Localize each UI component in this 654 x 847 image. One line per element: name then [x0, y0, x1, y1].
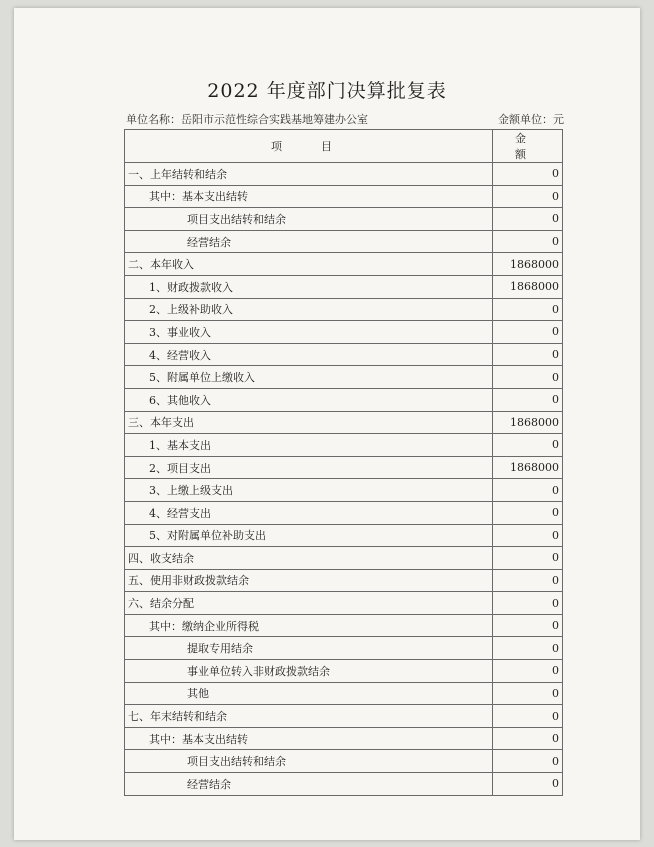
row-label: 6、其他收入: [125, 388, 493, 411]
row-amount: 1868000: [493, 411, 563, 434]
row-amount: 0: [493, 705, 563, 728]
unit-name: 单位名称：岳阳市示范性综合实践基地筹建办公室: [126, 113, 368, 126]
table-row: [125, 275, 563, 298]
row-amount: 0: [493, 592, 563, 615]
document-title: 2022 年度部门决算批复表: [207, 80, 447, 102]
row-label: 2、上级补助收入: [125, 298, 493, 321]
row-amount: 0: [493, 614, 563, 637]
table-row: [125, 343, 563, 366]
row-label: 1、财政拨款收入: [125, 275, 493, 298]
row-amount: 0: [493, 366, 563, 389]
row-amount: 0: [493, 524, 563, 547]
row-label: 3、上缴上级支出: [125, 479, 493, 502]
row-amount: 0: [493, 185, 563, 208]
table-row: [125, 411, 563, 434]
row-amount: 0: [493, 388, 563, 411]
row-label: 五、使用非财政拨款结余: [125, 569, 493, 592]
row-label: 5、附属单位上缴收入: [125, 366, 493, 389]
row-label: 经营结余: [125, 773, 493, 796]
table-row: [125, 479, 563, 502]
row-amount: 0: [493, 343, 563, 366]
table-row: [125, 637, 563, 660]
amount-unit: 金额单位：元: [498, 113, 564, 126]
row-label: 4、经营支出: [125, 501, 493, 524]
row-amount: 0: [493, 298, 563, 321]
table-header-row: [125, 130, 563, 163]
row-label: 其中：缴纳企业所得税: [125, 614, 493, 637]
budget-table: [124, 129, 563, 796]
table-row: [125, 456, 563, 479]
row-amount: 0: [493, 479, 563, 502]
row-amount: 0: [493, 660, 563, 683]
row-label: 事业单位转入非财政拨款结余: [125, 660, 493, 683]
row-amount: 0: [493, 569, 563, 592]
table-row: [125, 547, 563, 570]
row-amount: 0: [493, 773, 563, 796]
row-label: 三、本年支出: [125, 411, 493, 434]
row-label: 四、收支结余: [125, 547, 493, 570]
row-label: 二、本年收入: [125, 253, 493, 276]
row-amount: 0: [493, 230, 563, 253]
row-label: 项目支出结转和结余: [125, 750, 493, 773]
table-row: [125, 660, 563, 683]
table-row: [125, 163, 563, 186]
row-label: 七、年末结转和结余: [125, 705, 493, 728]
row-amount: 0: [493, 682, 563, 705]
table-row: [125, 524, 563, 547]
header-item: 项 目: [125, 130, 493, 163]
row-label: 六、结余分配: [125, 592, 493, 615]
row-amount: 0: [493, 501, 563, 524]
table-row: [125, 682, 563, 705]
table-row: [125, 208, 563, 231]
table-row: [125, 773, 563, 796]
row-label: 其他: [125, 682, 493, 705]
row-label: 4、经营收入: [125, 343, 493, 366]
row-label: 其中：基本支出结转: [125, 727, 493, 750]
table-row: [125, 298, 563, 321]
row-amount: 0: [493, 321, 563, 344]
row-amount: 1868000: [493, 275, 563, 298]
row-amount: 1868000: [493, 253, 563, 276]
row-amount: 0: [493, 434, 563, 457]
row-label: 2、项目支出: [125, 456, 493, 479]
table-row: [125, 614, 563, 637]
table-row: [125, 388, 563, 411]
table-row: [125, 727, 563, 750]
row-label: 5、对附属单位补助支出: [125, 524, 493, 547]
row-amount: 0: [493, 750, 563, 773]
row-amount: 0: [493, 208, 563, 231]
row-amount: 0: [493, 163, 563, 186]
header-amount: 金 额: [493, 130, 563, 163]
row-amount: 1868000: [493, 456, 563, 479]
table-row: [125, 253, 563, 276]
row-label: 项目支出结转和结余: [125, 208, 493, 231]
table-row: [125, 185, 563, 208]
table-row: [125, 592, 563, 615]
row-label: 提取专用结余: [125, 637, 493, 660]
document-page: [14, 8, 640, 840]
table-row: [125, 366, 563, 389]
row-label: 经营结余: [125, 230, 493, 253]
row-amount: 0: [493, 637, 563, 660]
table-row: [125, 705, 563, 728]
table-row: [125, 750, 563, 773]
row-label: 1、基本支出: [125, 434, 493, 457]
table-row: [125, 434, 563, 457]
table-row: [125, 569, 563, 592]
row-amount: 0: [493, 727, 563, 750]
table-row: [125, 230, 563, 253]
table-row: [125, 501, 563, 524]
row-label: 3、事业收入: [125, 321, 493, 344]
row-label: 一、上年结转和结余: [125, 163, 493, 186]
table-row: [125, 321, 563, 344]
row-amount: 0: [493, 547, 563, 570]
row-label: 其中：基本支出结转: [125, 185, 493, 208]
